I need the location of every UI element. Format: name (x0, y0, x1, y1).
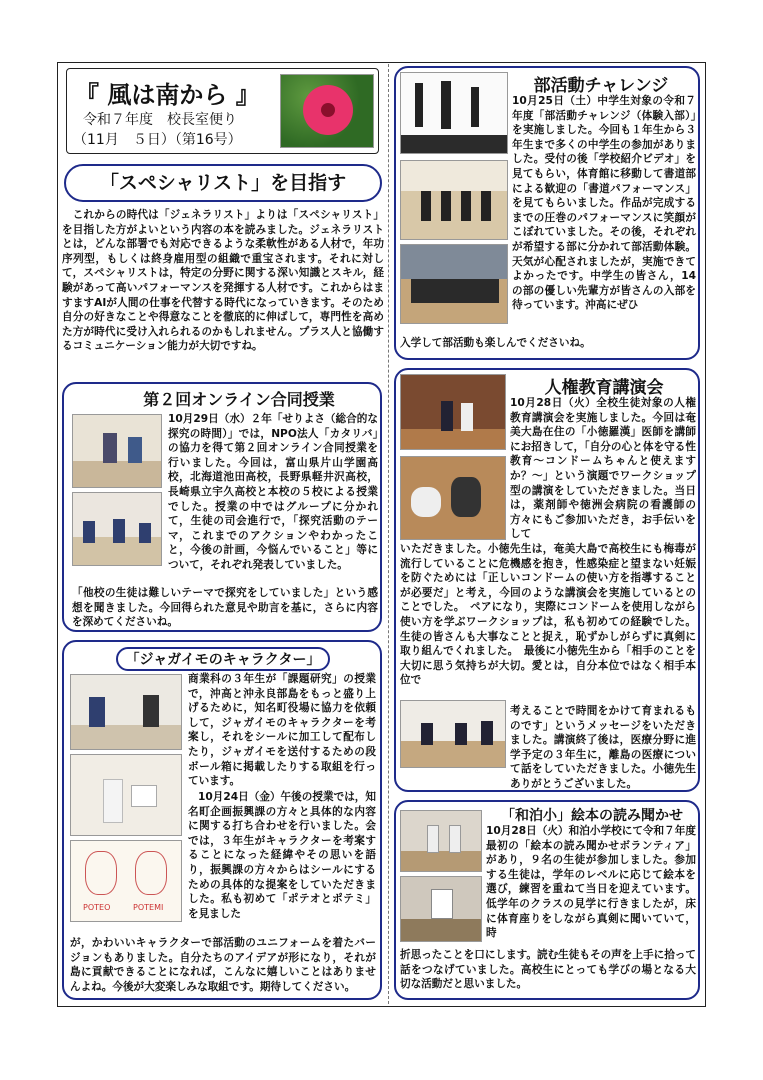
club-challenge-text-bottom: 入学して部活動も楽しんでくださいね。 (400, 337, 591, 349)
potato-heading (116, 647, 330, 671)
specialist-heading (64, 164, 382, 202)
specialist-article: これからの時代は「ジェネラリスト」よりは「スペシャリスト」を目指した方がよいという内容の本を読みました。ジェネラリストとは，どんな部署でも対応できるような柔軟性がある人材で，年功序列型，もしくは終身雇用型の組織で重宝されます。それに対して，スペシャリストは，特定の分野に関する深い知識とスキル，経験があって高いパフォーマンスを発揮する人材です。これからはますますAIが人間の仕事を代替する時代になっていきます。そのため自分の好きなことや得意なことを徹底的に伸ばして，専門性を高めた方が時代に受け入れられるのかもしれません。プラス人と協働するコミュニケーション能力が大切ですね。 (62, 209, 384, 353)
club-challenge-text-top: 10月25日（土）中学生対象の令和７年度「部活動チャレンジ（体験入部）」を実施しました。今回も１年生から３年生まで多くの中学生の参加がありました。受付の後「学校紹介ビデオ」を見てもらい，体育館に移動して書道部による歓迎の「書道パフォーマンス」を見てもらいました。作品が完成するまでの圧巻のパフォーマンスに笑顔がこぼれていました。その後，それぞれが希望する部に分かれて部活動体験。天気が心配されましたが，実施できてよかったです。中学生の皆さん，14の部の優しい先輩方が皆さんの入部を待っています。沖高にぜひ (512, 95, 696, 312)
club-photo-students (400, 244, 508, 324)
human-rights-text-mid: いただきました。小徳先生は，奄美大島で高校生にも梅毒が流行していることに危機感を抱き，性感染症と望まない妊娠を防ぐためには「正しいコンドームの使い方を指導することが必要だ」と考え，今回のような講演会を実施しているとのことでした。 ペアになり，実際にコンドームを使用しながら使い方を学ぶワークショップは，私も初めての経験でした。生徒の皆さんも大事なことと捉え，恥ずかしがらずに真剣に取り組んでくれました。 最後に小徳先生から「相手のことを大切に思う気持ちが大切。愛とは，自分本位ではなく相手本位で (400, 543, 696, 687)
online-class-text-top: 10月29日（水）２年「せりよさ（総合的な探究の時間）」では，NPO法人「カタリバ」の協力を得て第２回オンライン合同授業を行いました。今回は，富山県片山学園高校，北海道池田高校，長野県軽井沢高校，長崎県立宇久高校と本校の５校による授業でした。授業の中ではグループに分かれて，生徒の司会進行で，「探究活動のテーマ，これまでのアクションやわかったこと，今後の計画，今悩んでいること」等について，それぞれ発表していました。 (168, 413, 378, 571)
potato-text-top: 商業科の３年生が「課題研究」の授業で，沖高と沖永良部島をもっと盛り上げるために，知名町役場に協力を依頼して，ジャガイモのキャラクターを考案し，それをシールに加工して配布したり，ジャガイモを送付するための段ボール箱に掲載したりする取組を行っています。 (188, 673, 376, 788)
human-rights-text-bottom: 考えることで時間をかけて育まれるものです」というメッセージをいただきました。講演終了後は，医療分野に進学予定の３年生に，離島の医療について話をしていただきました。小徳先生ありがとうございました。 (510, 705, 696, 790)
potato-drawing (70, 840, 182, 922)
online-class-photo-1 (72, 414, 162, 488)
picture-book-photo-2 (400, 876, 482, 942)
potato-box (62, 640, 382, 1000)
club-challenge-heading: 部活動チャレンジ (533, 76, 669, 96)
masthead-subtitle: 令和７年度 校長室便り (83, 112, 237, 128)
human-rights-photo-talk (400, 700, 506, 768)
human-rights-box (394, 368, 700, 792)
human-rights-heading: 人権教育講演会 (544, 378, 664, 398)
picture-book-text-top: 10月28日（火）和泊小学校にて令和７年度最初の「絵本の読み聞かせボランティア」があり，９名の生徒が参加しました。参加する生徒は，学年のレベルに応じて絵本を選び，練習を重ねて当日を迎えています。低学年のクラスの見学に行きましたが，床に体育座りをしながら真剣に聞いていて，時 (486, 825, 696, 940)
potato-heading-text: 「ジャガイモのキャラクター」 (125, 652, 321, 668)
picture-book-photo-1 (400, 810, 482, 872)
club-challenge-box (394, 66, 700, 360)
picture-book-box (394, 800, 700, 1000)
club-photo-gym (400, 160, 508, 240)
online-class-heading: 第２回オンライン合同授業 (143, 390, 335, 409)
online-class-photo-2 (72, 492, 162, 566)
masthead-issue: （11月 ５日）（第16号） (73, 132, 242, 148)
human-rights-photo-stage (400, 374, 506, 450)
online-class-text-bottom: 「他校の生徒は難しいテーマで探究をしていました」という感想を聞きました。今回得られた意見や助言を基に，さらに内容を深めてくださいね。 (72, 587, 378, 629)
drawing-label-poteo: POTEO (83, 903, 111, 912)
human-rights-text-top: 10月28日（火）全校生徒対象の人権教育講演会を実施しました。今回は奄美大島在住の「小徳羅漢」医師を講師にお招きして，「自分の心と体を守る性教育～コンドームちゃんと使えますか？～」という演題でワークショップ型の講演をしていただきました。当日は，薬剤師や徳洲会病院の看護師の方々にもご参加いただき，お手伝いをして (510, 397, 696, 541)
masthead (66, 68, 379, 154)
potato-text-mid: 10月24日（金）午後の授業では，知名町企画振興課の方々と具体的な内容に関する打ち合わせを行いました。会では，３年生がキャラクターを考案することになった経緯やその思いを語り，振興課の方々からはシールにするための具体的な提案をしていただきました。私も初めて「ポテオとポテミ」を見ました (188, 791, 376, 920)
picture-book-text-bottom: 折思ったことを口にします。読む生徒もその声を上手に拾って話をつなげていました。高校生にとっても学びの場となる大切な活動だと思いました。 (400, 949, 696, 991)
online-class-box (62, 382, 382, 632)
club-photo-calligraphy (400, 72, 508, 154)
hibiscus-photo (280, 74, 374, 148)
picture-book-heading: 「和泊小」絵本の読み聞かせ (501, 808, 683, 824)
potato-photo-meeting (70, 674, 182, 750)
potato-text-bottom: が，かわいいキャラクターで部活動のユニフォームを着たバージョンもありました。自分たちのアイデアが形になり，それが島に貢献できることになれば，こんなに嬉しいことはありませんよね。今後が大変楽しみな取組です。期待してください。 (70, 937, 376, 993)
potato-photo-students (70, 754, 182, 836)
masthead-title: 『 風は南から 』 (75, 80, 260, 109)
drawing-label-potemi: POTEMI (133, 903, 164, 912)
column-divider (388, 64, 389, 1004)
human-rights-photo-workshop (400, 456, 506, 540)
specialist-heading-text: 「スペシャリスト」を目指す (99, 172, 347, 194)
